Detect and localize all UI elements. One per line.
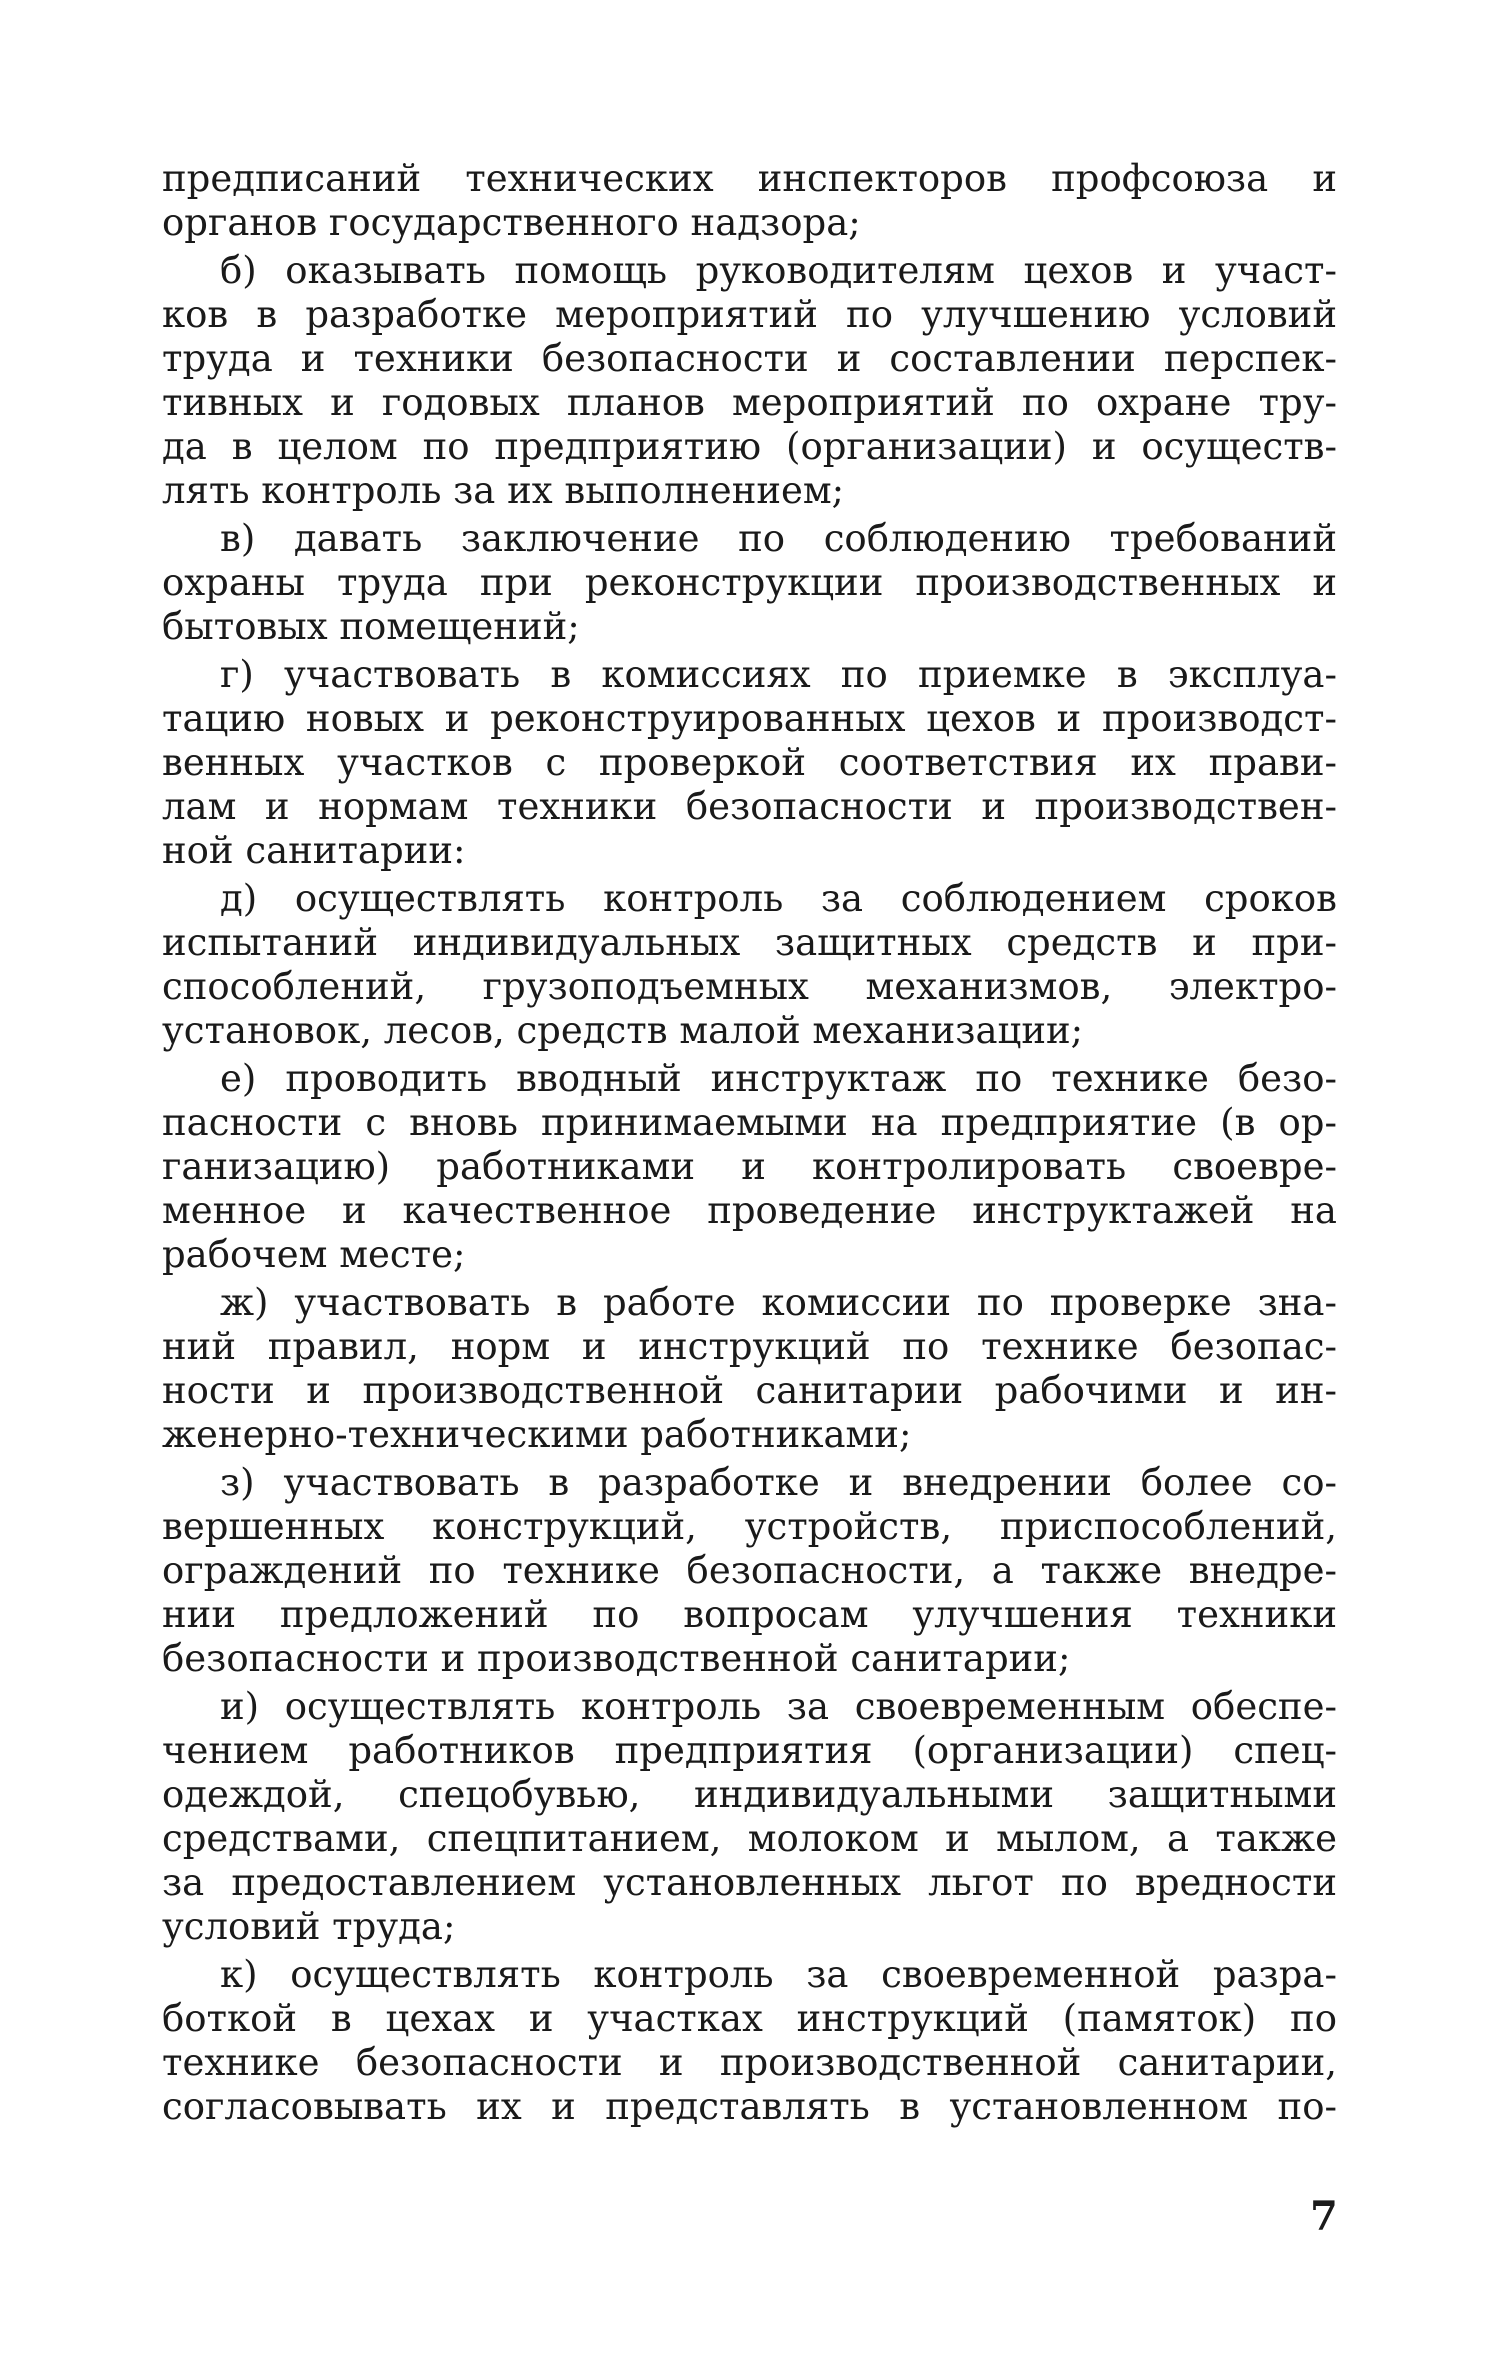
text-line: бытовых помещений;: [162, 605, 580, 648]
text-line: лять контроль за их выполнением;: [162, 469, 845, 512]
text-line: ной санитарии:: [162, 829, 466, 872]
text-line: лам и нормам техники безопасности и производствен-: [162, 785, 1337, 828]
text-line: нии предложений по вопросам улучшения техники: [162, 1593, 1337, 1636]
text-line: ганизацию) работниками и контролировать своевре-: [162, 1145, 1337, 1188]
text-line: чением работников предприятия (организации) спец-: [162, 1729, 1337, 1772]
text-line: венных участков с проверкой соответствия их прави-: [162, 741, 1337, 784]
paragraph-g: [162, 653, 1337, 873]
text-line: установок, лесов, средств малой механизации;: [162, 1009, 1084, 1052]
text-line: пасности с вновь принимаемыми на предприятие (в ор-: [162, 1101, 1337, 1144]
paragraph-b: [162, 249, 1337, 513]
text-line: г) участвовать в комиссиях по приемке в эксплуа-: [220, 653, 1337, 696]
text-line: ний правил, норм и инструкций по технике безопас-: [162, 1325, 1337, 1368]
text-line: з) участвовать в разработке и внедрении более со-: [220, 1461, 1337, 1504]
text-line: е) проводить вводный инструктаж по технике безо-: [220, 1057, 1337, 1100]
text-line: б) оказывать помощь руководителям цехов и участ-: [220, 249, 1337, 292]
text-line: ности и производственной санитарии рабочими и ин-: [162, 1369, 1337, 1412]
paragraph-zh: [162, 1281, 1337, 1457]
text-line: рабочем месте;: [162, 1233, 466, 1276]
paragraph-continuation: [162, 157, 1337, 245]
text-line: органов государственного надзора;: [162, 201, 861, 244]
text-line: способлений, грузоподъемных механизмов, электро-: [162, 965, 1337, 1008]
text-line: д) осуществлять контроль за соблюдением сроков: [220, 877, 1337, 920]
text-line: средствами, спецпитанием, молоком и мылом, а также: [162, 1817, 1337, 1860]
text-line: боткой в цехах и участках инструкций (памяток) по: [162, 1997, 1337, 2040]
paragraph-k: [162, 1953, 1337, 2129]
text-line: менное и качественное проведение инструктажей на: [162, 1189, 1337, 1232]
text-line: одеждой, спецобувью, индивидуальными защитными: [162, 1773, 1337, 1816]
text-line: к) осуществлять контроль за своевременной разра-: [220, 1953, 1337, 1996]
text-line: испытаний индивидуальных защитных средств и при-: [162, 921, 1337, 964]
text-line: женерно-техническими работниками;: [162, 1413, 912, 1456]
text-line: тацию новых и реконструированных цехов и производст-: [162, 697, 1337, 740]
text-line: согласовывать их и представлять в установленном по-: [162, 2085, 1337, 2128]
text-line: и) осуществлять контроль за своевременным обеспе-: [220, 1685, 1337, 1728]
paragraph-z: [162, 1461, 1337, 1681]
paragraph-i: [162, 1685, 1337, 1949]
text-line: тивных и годовых планов мероприятий по охране тру-: [162, 381, 1337, 424]
text-line: труда и техники безопасности и составлении перспек-: [162, 337, 1337, 380]
text-line: за предоставлением установленных льгот по вредности: [162, 1861, 1337, 1904]
paragraph-e: [162, 1057, 1337, 1277]
text-line: вершенных конструкций, устройств, приспособлений,: [162, 1505, 1337, 1548]
text-line: в) давать заключение по соблюдению требований: [220, 517, 1337, 560]
text-line: технике безопасности и производственной санитарии,: [162, 2041, 1337, 2084]
text-line: да в целом по предприятию (организации) и осуществ-: [162, 425, 1337, 468]
paragraph-d: [162, 877, 1337, 1053]
text-line: предписаний технических инспекторов профсоюза и: [162, 157, 1337, 200]
body-text: [162, 157, 1337, 2133]
text-line: ков в разработке мероприятий по улучшению условий: [162, 293, 1337, 336]
paragraph-v: [162, 517, 1337, 649]
text-line: охраны труда при реконструкции производственных и: [162, 561, 1337, 604]
text-line: ж) участвовать в работе комиссии по проверке зна-: [220, 1281, 1337, 1324]
text-line: ограждений по технике безопасности, а также внедре-: [162, 1549, 1337, 1592]
text-line: безопасности и производственной санитарии;: [162, 1637, 1071, 1680]
text-line: условий труда;: [162, 1905, 456, 1948]
page-number: 7: [1310, 2193, 1338, 2240]
